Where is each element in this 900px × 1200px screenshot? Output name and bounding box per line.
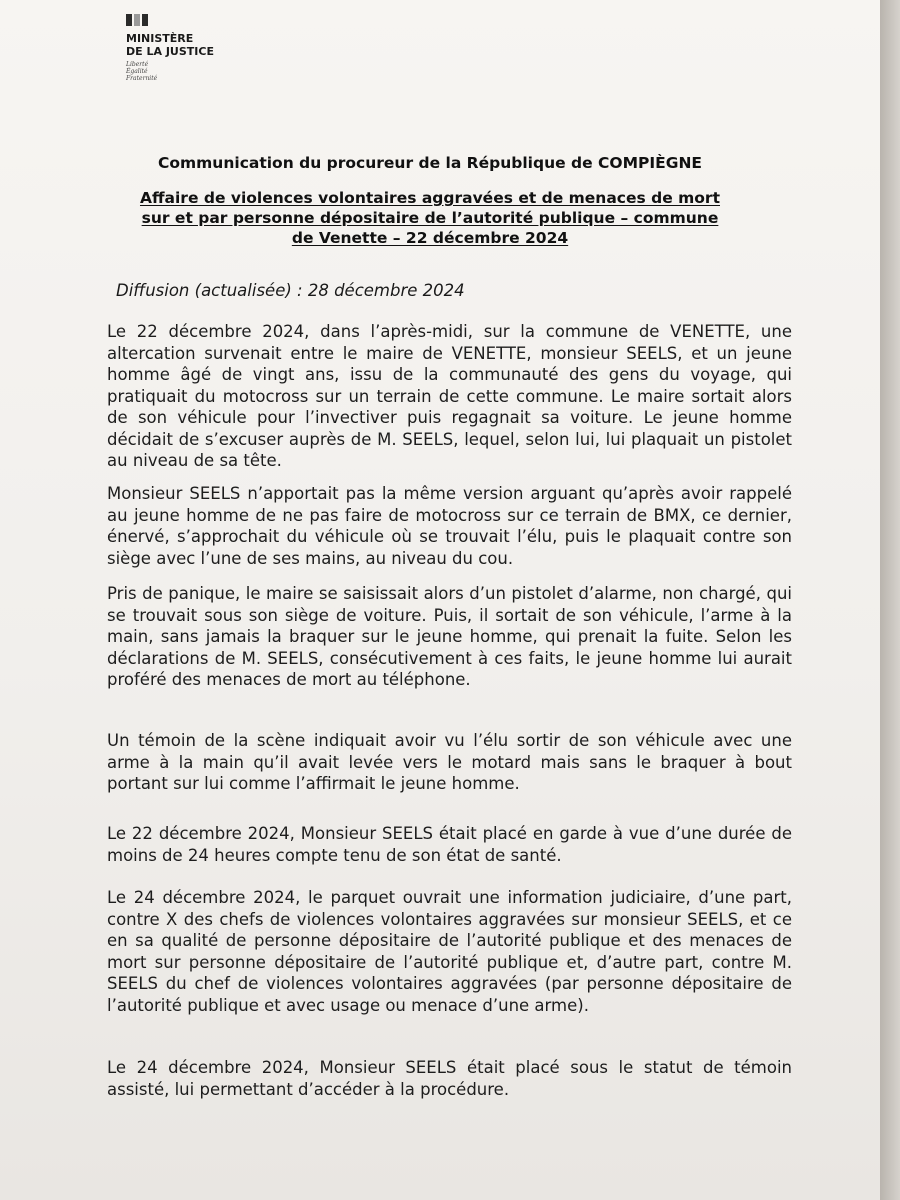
document-title: Communication du procureur de la République de COMPIÈGNE bbox=[157, 154, 702, 172]
document-subtitle bbox=[110, 188, 750, 248]
diffusion-date: Diffusion (actualisée) : 28 décembre 2024 bbox=[116, 281, 465, 300]
ministry-logo bbox=[126, 14, 236, 82]
paragraph-4: Un témoin de la scène indiquait avoir vu l’élu sortir de son véhicule avec une arme à la main qu’il avait levée vers le motard mais sans le braquer à bout portant sur lui comme l’affirmait le jeune homme. bbox=[107, 731, 792, 793]
motto-egalite: Égalité bbox=[126, 68, 148, 75]
subtitle-line: sur et par personne dépositaire de l’autorité publique – commune bbox=[141, 209, 719, 227]
motto-fraternite: Fraternité bbox=[126, 75, 158, 82]
paragraph-6: Le 24 décembre 2024, le parquet ouvrait une information judiciaire, d’une part, contre X des chefs de violences volontaires aggravées sur monsieur SEELS, et ce en sa qualité de personne dépositaire de l’autorité publique et des menaces de mort sur personne dépositaire de l’autorité publique et, d’autre part, contre M. SEELS du chef de violences volontaires aggravées (par personne dépositaire de l’autorité publique et avec usage ou menace d’une arme). bbox=[107, 888, 792, 1015]
subtitle-line: de Venette – 22 décembre 2024 bbox=[291, 229, 569, 247]
page-edge bbox=[880, 0, 900, 1200]
ministry-name-line1: MINISTÈRE bbox=[126, 32, 194, 45]
marianne-flag-icon bbox=[126, 14, 148, 26]
ministry-name-line2: DE LA JUSTICE bbox=[126, 45, 214, 58]
paragraph-3: Pris de panique, le maire se saisissait alors d’un pistolet d’alarme, non chargé, qui se trouvait sous son siège de voiture. Puis, il sortait de son véhicule, l’arme à la main, sans jamais la braquer sur le jeune homme, qui prenait la fuite. Selon les déclarations de M. SEELS, consécutivement à ces faits, le jeune homme lui aurait proféré des menaces de mort au téléphone. bbox=[107, 584, 792, 689]
paragraph-7: Le 24 décembre 2024, Monsieur SEELS était placé sous le statut de témoin assisté, lui permettant d’accéder à la procédure. bbox=[107, 1058, 792, 1099]
motto bbox=[126, 61, 236, 82]
motto-liberte: Liberté bbox=[126, 61, 149, 68]
paragraph-5: Le 22 décembre 2024, Monsieur SEELS était placé en garde à vue d’une durée de moins de 24 heures compte tenu de son état de santé. bbox=[107, 824, 792, 865]
paragraph-2: Monsieur SEELS n’apportait pas la même version arguant qu’après avoir rappelé au jeune homme de ne pas faire de motocross sur ce terrain de BMX, ce dernier, énervé, s’approchait du véhicule où se trouvait l’élu, puis le plaquait contre son siège avec l’une de ses mains, au niveau du cou. bbox=[107, 484, 792, 568]
subtitle-line: Affaire de violences volontaires aggravées et de menaces de mort bbox=[139, 189, 720, 207]
paragraph-1: Le 22 décembre 2024, dans l’après-midi, sur la commune de VENETTE, une altercation survenait entre le maire de VENETTE, monsieur SEELS, et un jeune homme âgé de vingt ans, issu de la communauté des gens du voyage, qui pratiquait du motocross sur un terrain de cette commune. Le maire sortait alors de son véhicule pour l’invectiver puis regagnait sa voiture. Le jeune homme décidait de s’excuser auprès de M. SEELS, lequel, selon lui, lui plaquait un pistolet au niveau de sa tête. bbox=[107, 322, 792, 470]
